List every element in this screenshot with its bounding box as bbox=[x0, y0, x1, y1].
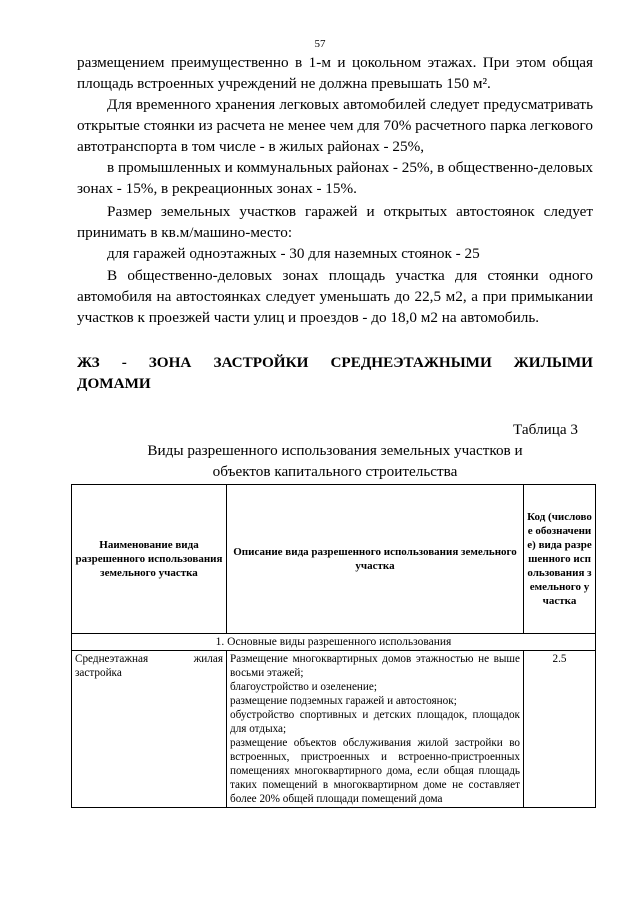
page-number: 57 bbox=[314, 38, 326, 50]
paragraph-5: для гаражей одноэтажных - 30 для наземных стоянок - 25 bbox=[107, 245, 480, 262]
table-header-row bbox=[72, 485, 596, 634]
row-name: Среднеэтажная жилая застройка bbox=[72, 651, 227, 808]
paragraph-1: размещением преимущественно в 1-м и цокольном этажах. При этом общая площадь встроенных учреждений не должна превышать 150 м². bbox=[77, 54, 593, 92]
header-code: Код (числовое обозначение) вида разрешенного использования земельного участка bbox=[524, 485, 596, 634]
header-name: Наименование вида разрешенного использования земельного участка bbox=[72, 485, 227, 634]
table-caption-line-1: Виды разрешенного использования земельных участков и bbox=[147, 442, 523, 459]
paragraph-4: Размер земельных участков гаражей и открытых автостоянок следует принимать в кв.м/машино-место: bbox=[77, 203, 593, 241]
header-description: Описание вида разрешенного использования земельного участка bbox=[227, 485, 524, 634]
description-line: размещение объектов обслуживания жилой застройки во встроенных, пристроенных и встроенно-пристроенных помещениях многоквартирного дома, если общая площадь таких помещений в многоквартирном доме не составляет более 20% общей площади помещений дома bbox=[230, 737, 520, 805]
paragraph-2: Для временного хранения легковых автомобилей следует предусматривать открытые стоянки из расчета не менее чем для 70% расчетного парка легкового автотранспорта в том числе - в жилых районах - 25%, bbox=[77, 96, 593, 155]
section-heading: ЖЗ - ЗОНА ЗАСТРОЙКИ СРЕДНЕЭТАЖНЫМИ ЖИЛЫМИ ДОМАМИ bbox=[77, 354, 593, 392]
description-line: размещение подземных гаражей и автостоянок; bbox=[230, 695, 457, 707]
table-section-row bbox=[72, 634, 596, 651]
paragraph-3: в промышленных и коммунальных районах - 25%, в общественно-деловых зонах - 15%, в рекреационных зонах - 15%. bbox=[77, 159, 593, 197]
table-number: Таблица 3 bbox=[513, 421, 578, 438]
description-line: Размещение многоквартирных домов этажностью не выше восьми этажей; bbox=[230, 653, 520, 679]
section-label: 1. Основные виды разрешенного использования bbox=[72, 634, 596, 651]
land-use-table bbox=[71, 484, 596, 808]
description-line: обустройство спортивных и детских площадок, площадок для отдыха; bbox=[230, 709, 520, 735]
paragraph-6: В общественно-деловых зонах площадь участка для стоянки одного автомобиля на автостоянках следует уменьшать до 22,5 м2, а при примыкании участков к проезжей части улиц и проездов - до 18,0 м2 на автомобиль. bbox=[77, 267, 593, 326]
row-description bbox=[227, 651, 524, 808]
table-row bbox=[72, 651, 596, 808]
table-caption-line-2: объектов капитального строительства bbox=[212, 463, 458, 480]
row-code: 2.5 bbox=[524, 651, 596, 808]
description-line: благоустройство и озеленение; bbox=[230, 681, 377, 693]
table-caption bbox=[77, 440, 593, 482]
